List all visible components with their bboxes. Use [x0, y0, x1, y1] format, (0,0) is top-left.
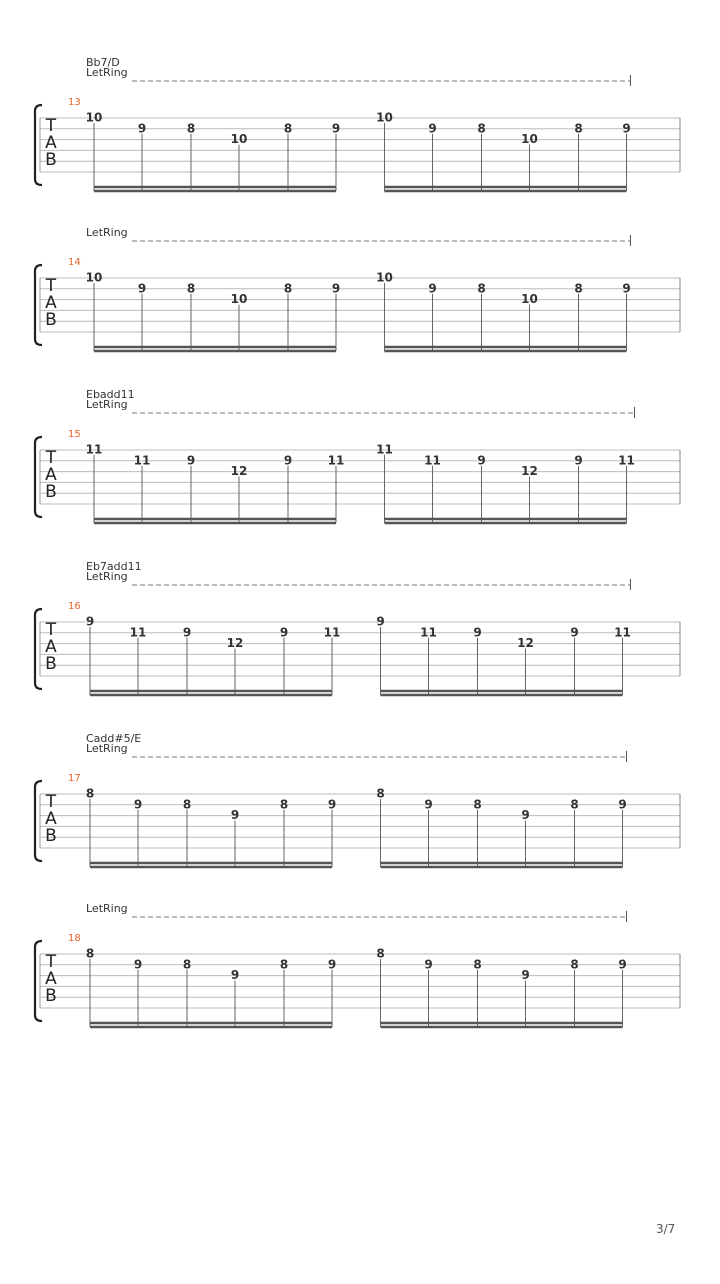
tab-clef-letter: T: [45, 952, 57, 972]
fret-number: 9: [473, 625, 482, 640]
tab-clef-letter: B: [45, 150, 57, 170]
fret-number: 11: [618, 453, 635, 468]
fret-number: 8: [376, 946, 385, 961]
fret-number: 9: [331, 281, 341, 296]
fret-number: 9: [230, 968, 240, 983]
fret-number: 10: [376, 270, 393, 285]
fret-number: 9: [279, 625, 289, 640]
fret-number: 9: [331, 121, 341, 136]
fret-number: 9: [424, 797, 433, 812]
fret-number: 9: [137, 281, 147, 296]
fret-number: 12: [521, 464, 538, 479]
fret-number: 9: [618, 797, 627, 812]
fret-number: 8: [279, 797, 289, 812]
let-ring-label: LetRing: [86, 226, 128, 239]
fret-number: 9: [376, 614, 385, 629]
fret-number: 8: [283, 281, 293, 296]
fret-number: 11: [129, 625, 147, 640]
fret-number: 10: [85, 110, 103, 125]
fret-number: 8: [477, 281, 486, 296]
fret-number: 9: [622, 121, 631, 136]
fret-number: 10: [376, 110, 393, 125]
system-bracket: [35, 781, 42, 861]
fret-number: 9: [521, 808, 530, 823]
system-bracket: [35, 609, 42, 689]
fret-number: 8: [186, 121, 196, 136]
tab-clef-letter: A: [45, 809, 57, 829]
fret-number: 8: [574, 121, 583, 136]
fret-number: 8: [85, 786, 95, 801]
tab-clef-letter: T: [45, 116, 57, 136]
let-ring-label: LetRing: [86, 570, 128, 583]
system-bracket: [35, 941, 42, 1021]
fret-number: 8: [473, 797, 482, 812]
chord-name: Eb7add11: [86, 560, 142, 573]
let-ring-label: LetRing: [86, 398, 128, 411]
measure-number: 17: [68, 773, 81, 784]
fret-number: 11: [133, 453, 151, 468]
measure-number: 18: [68, 933, 81, 944]
fret-number: 9: [428, 121, 437, 136]
fret-number: 9: [424, 957, 433, 972]
system-bracket: [35, 437, 42, 517]
fret-number: 10: [521, 292, 538, 307]
let-ring-label: LetRing: [86, 902, 128, 915]
fret-number: 11: [420, 625, 437, 640]
fret-number: 8: [477, 121, 486, 136]
measure-number: 15: [68, 429, 81, 440]
tab-clef-letter: B: [45, 986, 57, 1006]
fret-number: 11: [376, 442, 393, 457]
chord-name: Bb7/D: [86, 56, 120, 69]
tab-clef-letter: T: [45, 276, 57, 296]
fret-number: 8: [473, 957, 482, 972]
fret-number: 10: [230, 292, 248, 307]
fret-number: 11: [85, 442, 103, 457]
measure-number: 14: [68, 257, 81, 268]
fret-number: 9: [182, 625, 192, 640]
fret-number: 9: [574, 453, 583, 468]
let-ring-label: LetRing: [86, 66, 128, 79]
tab-clef-letter: B: [45, 310, 57, 330]
fret-number: 9: [477, 453, 486, 468]
tab-clef-letter: A: [45, 637, 57, 657]
fret-number: 8: [376, 786, 385, 801]
fret-number: 9: [570, 625, 579, 640]
fret-number: 9: [622, 281, 631, 296]
tab-clef-letter: B: [45, 826, 57, 846]
fret-number: 10: [85, 270, 103, 285]
fret-number: 9: [521, 968, 530, 983]
fret-number: 9: [327, 957, 337, 972]
fret-number: 8: [182, 957, 192, 972]
page-number: 3/7: [656, 1222, 676, 1236]
fret-number: 9: [618, 957, 627, 972]
fret-number: 9: [85, 614, 95, 629]
tab-clef-letter: T: [45, 620, 57, 640]
fret-number: 8: [574, 281, 583, 296]
fret-number: 9: [428, 281, 437, 296]
chord-name: Cadd#5/E: [86, 732, 142, 745]
measure-number: 13: [68, 97, 81, 108]
tab-clef-letter: T: [45, 448, 57, 468]
fret-number: 8: [283, 121, 293, 136]
tab-clef-letter: A: [45, 969, 57, 989]
fret-number: 9: [133, 797, 143, 812]
fret-number: 9: [327, 797, 337, 812]
fret-number: 10: [230, 132, 248, 147]
tab-clef-letter: A: [45, 133, 57, 153]
fret-number: 10: [521, 132, 538, 147]
fret-number: 9: [137, 121, 147, 136]
fret-number: 8: [182, 797, 192, 812]
system-bracket: [35, 105, 42, 185]
fret-number: 8: [85, 946, 95, 961]
system-bracket: [35, 265, 42, 345]
tab-clef-letter: B: [45, 654, 57, 674]
fret-number: 12: [230, 464, 248, 479]
tab-clef-letter: T: [45, 792, 57, 812]
fret-number: 9: [230, 808, 240, 823]
fret-number: 12: [517, 636, 534, 651]
fret-number: 11: [327, 453, 345, 468]
fret-number: 9: [133, 957, 143, 972]
chord-name: Ebadd11: [86, 388, 135, 401]
fret-number: 11: [424, 453, 441, 468]
fret-number: 12: [226, 636, 244, 651]
fret-number: 8: [186, 281, 196, 296]
tab-clef-letter: A: [45, 465, 57, 485]
fret-number: 8: [570, 957, 579, 972]
let-ring-label: LetRing: [86, 742, 128, 755]
tab-clef-letter: B: [45, 482, 57, 502]
fret-number: 8: [279, 957, 289, 972]
fret-number: 8: [570, 797, 579, 812]
fret-number: 9: [186, 453, 196, 468]
fret-number: 11: [323, 625, 341, 640]
fret-number: 11: [614, 625, 631, 640]
measure-number: 16: [68, 601, 81, 612]
fret-number: 9: [283, 453, 293, 468]
tab-clef-letter: A: [45, 293, 57, 313]
